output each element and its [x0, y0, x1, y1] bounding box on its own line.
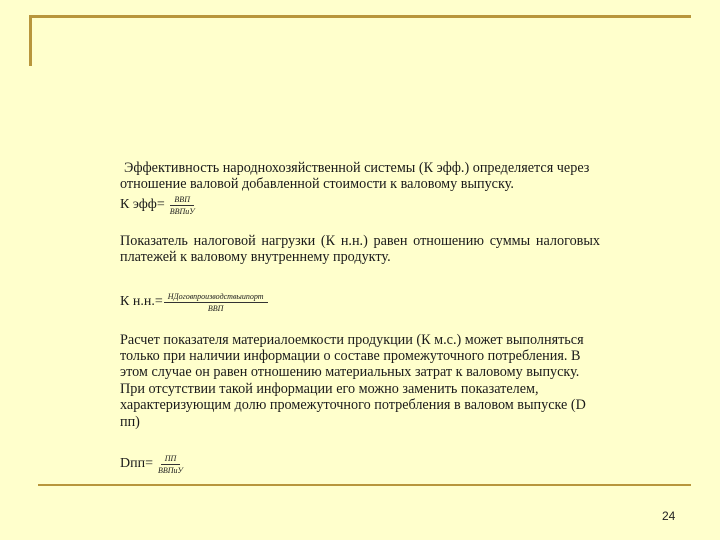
paragraph-efficiency: Эффективность народнохозяйственной системы (К эфф.) определяется через отношение валовой добавленной стоимости к валовому выпуску.: [120, 160, 590, 193]
formula-d-pp-numerator: ПП: [161, 454, 181, 465]
formula-d-pp-fraction: [154, 454, 187, 475]
formula-k-nn: [120, 292, 600, 313]
formula-k-nn-denominator: ВВП: [207, 303, 224, 313]
formula-d-pp-label: Dпп=: [120, 456, 153, 472]
slide-content: [120, 160, 600, 475]
formula-k-nn-numerator: НДоговпроизводствыипорт: [164, 292, 268, 303]
paragraph-material-intensity: Расчет показателя материалоемкости продукции (К м.с.) может выполняться только при наличии информации о составе промежуточного потребления. В этом случае он равен отношению материальных затрат к валовому выпуску. При отсутствии такой информации его можно заменить показателем, характеризующим долю промежуточного потребления в валовом выпуске (D пп): [120, 331, 586, 430]
formula-k-nn-label: К н.н.=: [120, 293, 163, 309]
formula-k-nn-fraction: [164, 292, 268, 313]
formula-k-eff-numerator: ВВП: [170, 195, 194, 206]
formula-k-eff-label: К эфф=: [120, 197, 165, 213]
formula-k-eff: [120, 195, 600, 216]
page-number: 24: [662, 509, 676, 523]
paragraph-tax-burden: Показатель налоговой нагрузки (К н.н.) равен отношению суммы налоговых платежей к валовому внутреннему продукту.: [120, 232, 600, 266]
frame-vertical-bar: [29, 15, 32, 66]
frame-bottom-line: [38, 484, 691, 486]
formula-k-eff-fraction: [166, 195, 199, 216]
formula-d-pp-denominator: ВВПиУ: [158, 466, 183, 476]
formula-d-pp: [120, 454, 600, 475]
formula-k-eff-denominator: ВВПиУ: [169, 206, 195, 216]
frame-top-line: [29, 15, 691, 18]
